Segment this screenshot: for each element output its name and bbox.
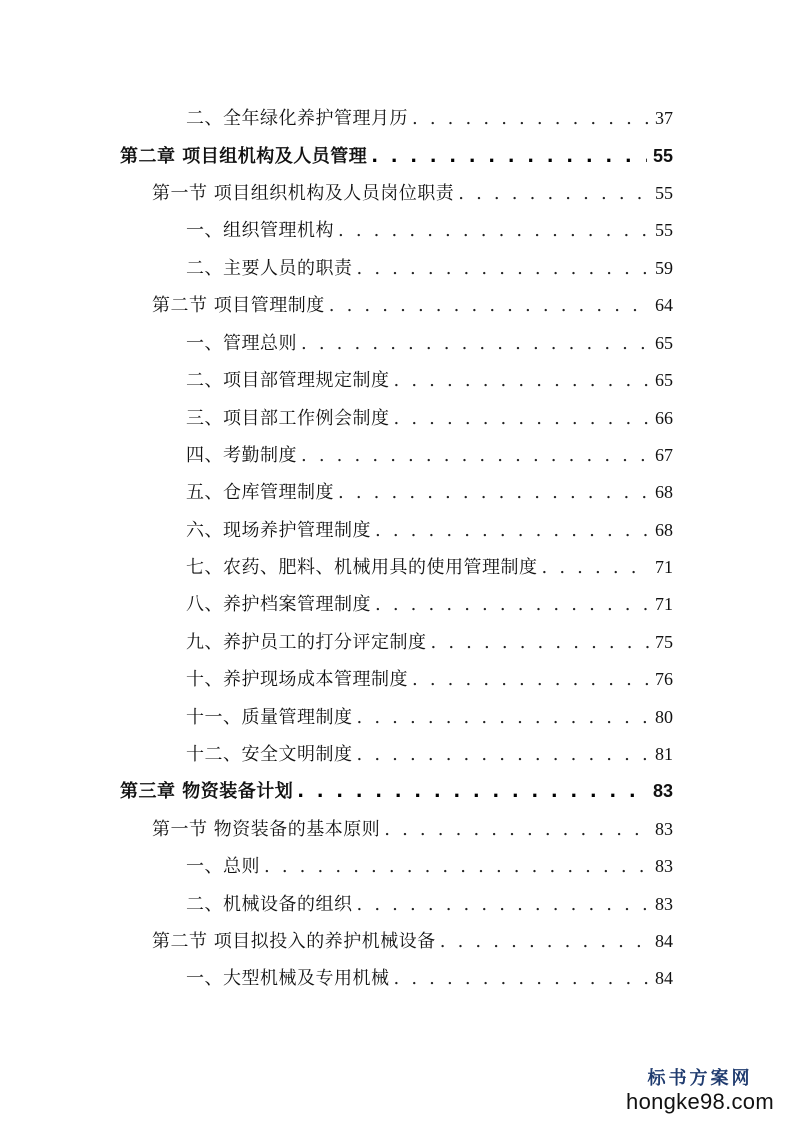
toc-leader-dots <box>357 704 650 732</box>
toc-entry[interactable] <box>186 890 673 918</box>
toc-leader-dots <box>394 405 650 433</box>
toc-entry-page: 71 <box>655 557 673 577</box>
toc-entry-page: 83 <box>652 781 673 801</box>
toc-leader-dots <box>264 853 649 881</box>
toc-leader-dots <box>394 965 650 993</box>
toc-leader-dots <box>375 517 649 545</box>
toc-leader-dots <box>384 816 649 844</box>
toc-entry-title: 一、组织管理机构 <box>186 220 334 241</box>
toc-entry-title: 第二节 项目管理制度 <box>152 295 325 316</box>
toc-leader-dots <box>375 591 649 619</box>
toc-entry-page: 68 <box>655 482 673 502</box>
toc-entry[interactable] <box>186 740 673 768</box>
toc-entry-page: 68 <box>655 520 673 540</box>
toc-entry-page: 75 <box>655 632 673 652</box>
toc-entry-title: 六、现场养护管理制度 <box>186 520 371 541</box>
toc-entry[interactable] <box>186 254 673 282</box>
toc-entry-title: 三、项目部工作例会制度 <box>186 408 390 429</box>
toc-entry-title: 十、养护现场成本管理制度 <box>186 669 408 690</box>
toc-entry[interactable] <box>186 329 673 357</box>
toc-entry[interactable] <box>186 665 673 693</box>
toc-entry-title: 四、考勤制度 <box>186 445 297 466</box>
toc-leader-dots <box>458 180 649 208</box>
toc-entry[interactable] <box>186 964 673 992</box>
toc-entry-page: 83 <box>655 819 673 839</box>
toc-entry-title: 九、养护员工的打分评定制度 <box>186 632 427 653</box>
toc-entry-title: 一、总则 <box>186 856 260 877</box>
toc-leader-dots <box>338 217 649 245</box>
toc-entry[interactable] <box>186 478 673 506</box>
toc-entry-title: 七、农药、肥料、机械用具的使用管理制度 <box>186 557 538 578</box>
toc-entry-page: 81 <box>655 744 673 764</box>
toc-entry-page: 37 <box>655 108 673 128</box>
toc-entry-page: 59 <box>655 258 673 278</box>
toc-entry[interactable] <box>186 628 673 656</box>
toc-leader-dots <box>542 554 650 582</box>
toc-leader-dots <box>338 479 649 507</box>
toc-entry-page: 65 <box>655 333 673 353</box>
toc-leader-dots <box>431 629 650 657</box>
toc-entry[interactable] <box>186 404 673 432</box>
toc-section-entry[interactable] <box>152 927 673 955</box>
toc-entry-page: 64 <box>655 295 673 315</box>
toc-section-entry[interactable] <box>152 291 673 319</box>
toc-leader-dots <box>357 255 650 283</box>
toc-entry-title: 第二节 项目拟投入的养护机械设备 <box>152 931 436 952</box>
toc-entry-title: 五、仓库管理制度 <box>186 482 334 503</box>
toc-entry[interactable] <box>186 590 673 618</box>
toc-leader-dots <box>394 367 650 395</box>
toc-entry-page: 83 <box>655 856 673 876</box>
toc-section-entry[interactable] <box>152 815 673 843</box>
toc-chapter-entry[interactable] <box>120 777 673 805</box>
toc-entry-title: 第一节 物资装备的基本原则 <box>152 819 381 840</box>
toc-entry-page: 55 <box>655 183 673 203</box>
toc-entry-page: 80 <box>655 707 673 727</box>
toc-entry-page: 65 <box>655 370 673 390</box>
toc-entry[interactable] <box>186 852 673 880</box>
toc-entry-page: 55 <box>652 146 673 166</box>
toc-entry-title: 八、养护档案管理制度 <box>186 594 371 615</box>
toc-entry-title: 一、管理总则 <box>186 333 297 354</box>
toc-section-entry[interactable] <box>152 179 673 207</box>
toc-entry-title: 一、大型机械及专用机械 <box>186 968 390 989</box>
toc-entry-title: 二、主要人员的职责 <box>186 258 353 279</box>
toc-entry-page: 84 <box>655 968 673 988</box>
toc-entry-title: 十二、安全文明制度 <box>186 744 353 765</box>
toc-entry-page: 55 <box>655 220 673 240</box>
toc-entry-title: 第一节 项目组织机构及人员岗位职责 <box>152 183 455 204</box>
toc-entry-title: 二、机械设备的组织 <box>186 894 353 915</box>
toc-entry-page: 67 <box>655 445 673 465</box>
toc-entry-page: 83 <box>655 894 673 914</box>
toc-chapter-entry[interactable] <box>120 142 673 170</box>
toc-entry[interactable] <box>186 553 673 581</box>
toc-entry[interactable] <box>186 216 673 244</box>
toc-entry-page: 66 <box>655 408 673 428</box>
toc-entry[interactable] <box>186 516 673 544</box>
toc-entry-page: 84 <box>655 931 673 951</box>
toc-entry-title: 第二章 项目组机构及人员管理 <box>120 146 368 167</box>
toc-entry[interactable] <box>186 366 673 394</box>
toc-leader-dots <box>357 891 650 919</box>
toc-leader-dots <box>412 666 649 694</box>
toc-leader-dots <box>301 442 649 470</box>
toc-entry[interactable] <box>186 441 673 469</box>
toc-entry-page: 76 <box>655 669 673 689</box>
toc-leader-dots <box>412 105 649 133</box>
watermark-cn: 标书方案网 <box>647 1068 753 1089</box>
toc-leader-dots <box>297 778 647 806</box>
toc-leader-dots <box>440 928 649 956</box>
toc-entry[interactable] <box>186 703 673 731</box>
toc-entry-page: 71 <box>655 594 673 614</box>
toc-entry-title: 二、全年绿化养护管理月历 <box>186 108 408 129</box>
toc-leader-dots <box>329 292 649 320</box>
toc-leader-dots <box>357 741 650 769</box>
toc-entry-title: 十一、质量管理制度 <box>186 707 353 728</box>
toc-leader-dots <box>301 330 649 358</box>
toc-entry[interactable] <box>186 104 673 132</box>
watermark <box>625 1068 775 1114</box>
toc-entry-title: 二、项目部管理规定制度 <box>186 370 390 391</box>
toc-entry-title: 第三章 物资装备计划 <box>120 781 294 802</box>
toc-leader-dots <box>371 143 647 171</box>
watermark-en: hongke98.com <box>626 1089 774 1114</box>
